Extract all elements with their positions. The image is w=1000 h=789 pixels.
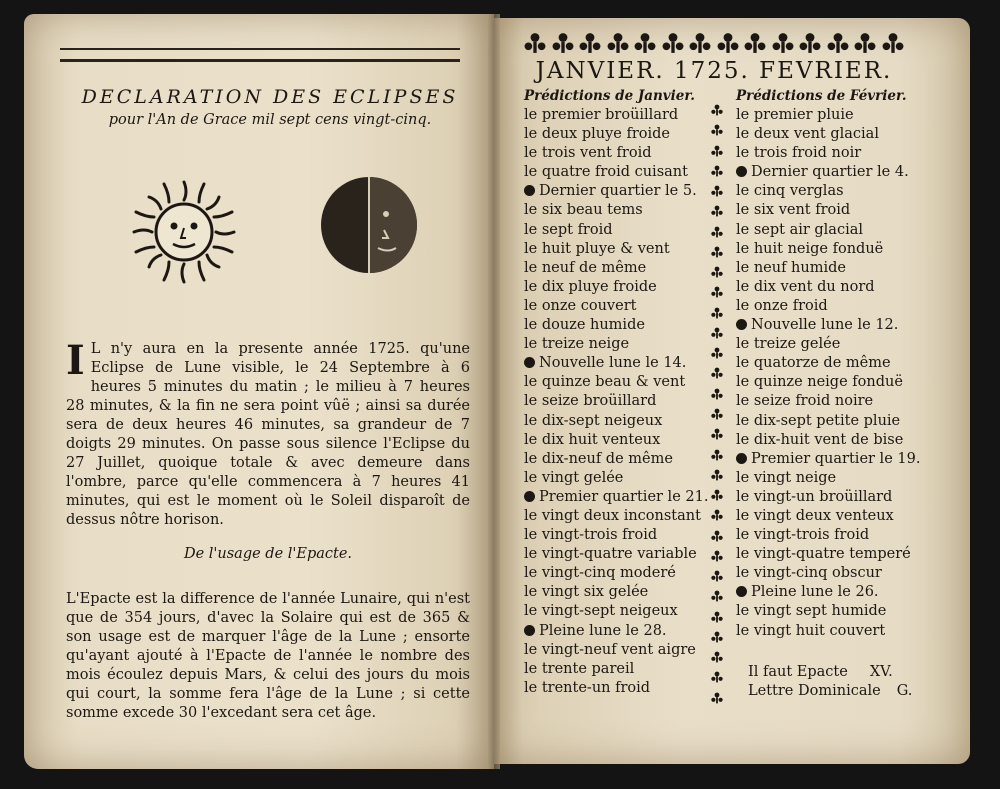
prediction-line [736, 392, 922, 411]
prediction-text: Nouvelle lune le 14. [539, 355, 687, 372]
eclipse-paragraph-text: L n'y aura en la presente année 1725. qu'une Eclipse de Lune visible, le 24 Septembre à 6 heures 5 minutes du matin ; le milieu à 7 heures 28 minutes, & la fin ne sera point vûë ; ainsi sa durée sera de deux heures 46 minutes, sa grandeur de 7 doigts 29 minutes. On passe sous silence l'Eclipse du 27 Juillet, quoique totale & avec demeure dans l'ombre, parce qu'elle commencera à 7 heures 41 minutes, qui est le moment où le Soleil disparoît de dessus nôtre horison. [66, 341, 470, 528]
prediction-line [524, 278, 710, 297]
prediction-text: le treize gelée [736, 336, 841, 353]
fleuron-icon [854, 32, 876, 54]
prediction-text: le deux vent glacial [736, 126, 879, 143]
prediction-text: le huit pluye & vent [524, 240, 670, 257]
prediction-text: le vingt-trois froid [736, 527, 870, 544]
fleuron-icon [711, 631, 723, 643]
fleuron-icon [711, 226, 723, 238]
fleuron-icon [827, 32, 849, 54]
eclipse-declaration-subtitle: pour l'An de Grace mil sept cens vingt-cinq. [108, 112, 432, 128]
prediction-text: le treize neige [524, 336, 630, 353]
fleuron-icon [711, 246, 723, 258]
prediction-line [524, 641, 710, 660]
prediction-line [524, 660, 710, 679]
moon-phase-line [524, 182, 710, 201]
prediction-text: le vingt six gelée [524, 584, 649, 601]
prediction-text: le vingt-quatre variable [524, 546, 697, 563]
prediction-text: le cinq verglas [736, 183, 844, 200]
fleuron-icon [717, 32, 739, 54]
fleuron-icon [711, 611, 723, 623]
prediction-text: le six vent froid [736, 202, 851, 219]
fleuron-icon [711, 145, 723, 157]
fleuron-icon [711, 266, 723, 278]
moon-phase-line [524, 354, 710, 373]
prediction-text: le vingt neige [736, 469, 837, 486]
fleuron-icon [711, 530, 723, 542]
prediction-line [736, 201, 922, 220]
prediction-text: le sept air glacial [736, 221, 863, 238]
fleuron-ornament-band [524, 32, 904, 56]
fleuron-icon [524, 32, 546, 54]
prediction-line [524, 545, 710, 564]
prediction-line [736, 125, 922, 144]
prediction-text: le quinze beau & vent [524, 374, 686, 391]
prediction-text: le quatorze de même [736, 355, 891, 372]
moon-phase-line [524, 488, 710, 507]
prediction-text: le sept froid [524, 221, 613, 238]
prediction-line [524, 450, 710, 469]
header-double-rule [60, 48, 460, 62]
prediction-line [524, 373, 710, 392]
prediction-text: le dix-huit vent de bise [736, 431, 904, 448]
fleuron-icon [711, 104, 723, 116]
fleuron-icon [711, 550, 723, 562]
prediction-line [524, 412, 710, 431]
prediction-line [524, 564, 710, 583]
prediction-line [524, 469, 710, 488]
prediction-text: le vingt-cinq moderé [524, 565, 676, 582]
prediction-text: le vingt-un broüillard [736, 488, 893, 505]
prediction-text: le onze froid [736, 297, 828, 314]
prediction-text: le dix-sept neigeux [524, 412, 663, 429]
fleuron-icon [744, 32, 766, 54]
fleuron-icon [662, 32, 684, 54]
prediction-text: le trois froid noir [736, 145, 862, 162]
prediction-line [524, 297, 710, 316]
prediction-text: Premier quartier le 19. [751, 450, 921, 467]
prediction-text: le vingt-cinq obscur [736, 565, 882, 582]
fleuron-icon [711, 428, 723, 440]
prediction-line [524, 583, 710, 602]
sun-woodcut-icon [124, 172, 244, 292]
moon-phase-icon [524, 625, 535, 636]
moon-phase-line [736, 163, 922, 182]
prediction-text: le dix-sept petite pluie [736, 412, 901, 429]
moon-phase-icon [524, 491, 535, 502]
prediction-text: Dernier quartier le 4. [751, 164, 909, 181]
prediction-text: le trente pareil [524, 660, 635, 677]
prediction-line [524, 144, 710, 163]
moon-phase-line [736, 583, 922, 602]
prediction-text: le premier pluie [736, 107, 854, 123]
prediction-text: le vingt huit couvert [736, 622, 886, 639]
fleuron-icon [711, 671, 723, 683]
prediction-text: le seize froid noire [736, 393, 874, 410]
epacte-section-title: De l'usage de l'Epacte. [183, 546, 353, 562]
prediction-text: le vingt gelée [524, 469, 624, 486]
prediction-text: le onze couvert [524, 297, 637, 314]
moon-phase-icon [524, 185, 535, 196]
prediction-line [524, 221, 710, 240]
prediction-text: le deux pluye froide [524, 126, 670, 143]
prediction-line [524, 679, 710, 698]
prediction-line [524, 201, 710, 220]
fleuron-icon [607, 32, 629, 54]
prediction-line [524, 316, 710, 335]
moon-phase-line [524, 622, 710, 641]
fleuron-icon [711, 489, 723, 501]
prediction-text: le trois vent froid [524, 145, 652, 162]
prediction-line [524, 125, 710, 144]
prediction-text: le premier broüillard [524, 107, 679, 123]
prediction-line [736, 545, 922, 564]
eclipse-declaration-title: DECLARATION DES ECLIPSES [81, 86, 459, 108]
prediction-line [736, 144, 922, 163]
prediction-text: le vingt-sept neigeux [524, 603, 678, 620]
prediction-text: le vingt-trois froid [524, 527, 658, 544]
moon-phase-line [736, 316, 922, 335]
prediction-text: le vingt deux venteux [736, 507, 894, 524]
prediction-text: le trente-un froid [524, 679, 651, 696]
moon-phase-icon [524, 357, 535, 368]
fleuron-icon [711, 692, 723, 704]
fleuron-icon [711, 449, 723, 461]
january-predictions-header: Prédictions de Janvier. [524, 88, 695, 104]
book-gutter [488, 14, 500, 769]
prediction-line [736, 507, 922, 526]
prediction-text: Dernier quartier le 5. [539, 183, 697, 200]
dominical-letter-value: G. [896, 683, 913, 699]
dominical-letter-line [748, 683, 912, 699]
prediction-line [736, 335, 922, 354]
prediction-text: Pleine lune le 26. [751, 584, 879, 601]
prediction-line [736, 354, 922, 373]
prediction-text: le vingt-quatre temperé [736, 546, 911, 563]
fleuron-icon [711, 165, 723, 177]
prediction-text: le dix pluye froide [524, 278, 657, 295]
moon-phase-icon [736, 319, 747, 330]
prediction-line [736, 564, 922, 583]
moon-phase-icon [736, 453, 747, 464]
prediction-text: le quinze neige fonduë [736, 374, 903, 391]
prediction-text: le seize broüillard [524, 393, 657, 410]
fleuron-icon [772, 32, 794, 54]
prediction-line [736, 602, 922, 621]
prediction-line [524, 240, 710, 259]
prediction-text: le neuf de même [524, 259, 647, 276]
prediction-line [524, 526, 710, 545]
fleuron-icon [711, 388, 723, 400]
january-predictions-column [524, 88, 710, 698]
dominical-letter-label: Lettre Dominicale [748, 683, 881, 699]
prediction-line [524, 259, 710, 278]
prediction-line [736, 431, 922, 450]
prediction-line [524, 431, 710, 450]
eclipse-paragraph [66, 337, 470, 530]
prediction-line [736, 240, 922, 259]
drop-cap-letter: I [66, 337, 85, 384]
fleuron-icon [711, 651, 723, 663]
february-predictions-header: Prédictions de Février. [736, 88, 907, 104]
fleuron-icon [711, 347, 723, 359]
fleuron-icon [711, 205, 723, 217]
prediction-line [524, 602, 710, 621]
prediction-text: Nouvelle lune le 12. [751, 317, 899, 334]
prediction-line [736, 373, 922, 392]
prediction-text: le huit neige fonduë [736, 240, 884, 257]
prediction-line [524, 106, 710, 125]
fleuron-icon [552, 32, 574, 54]
epacte-label: Il faut Epacte [748, 664, 848, 680]
prediction-text: Pleine lune le 28. [539, 622, 667, 639]
moon-phase-icon [736, 166, 747, 177]
prediction-text: Premier quartier le 21. [539, 488, 709, 505]
prediction-text: le dix-neuf de même [524, 450, 673, 467]
prediction-text: le dix vent du nord [736, 278, 875, 295]
prediction-text: le vingt deux inconstant [524, 507, 701, 524]
fleuron-icon [711, 469, 723, 481]
february-predictions-column [736, 88, 922, 641]
months-heading: JANVIER. 1725. FEVRIER. [535, 58, 893, 84]
prediction-line [736, 526, 922, 545]
fleuron-icon [711, 367, 723, 379]
prediction-line [736, 259, 922, 278]
prediction-line [736, 297, 922, 316]
fleuron-icon [711, 185, 723, 197]
prediction-line [736, 412, 922, 431]
prediction-line [524, 335, 710, 354]
epacte-value: XV. [869, 664, 893, 680]
prediction-line [736, 221, 922, 240]
fleuron-icon [711, 570, 723, 582]
eclipsed-moon-woodcut-icon [316, 172, 422, 278]
fleuron-icon [634, 32, 656, 54]
fleuron-icon [711, 509, 723, 521]
prediction-line [736, 106, 922, 125]
fleuron-icon [711, 286, 723, 298]
prediction-text: le neuf humide [736, 259, 846, 276]
fleuron-icon [799, 32, 821, 54]
fleuron-icon [689, 32, 711, 54]
fleuron-icon [711, 124, 723, 136]
prediction-text: le quatre froid cuisant [524, 164, 688, 181]
prediction-line [736, 622, 922, 641]
fleuron-icon [579, 32, 601, 54]
prediction-text: le douze humide [524, 317, 645, 334]
prediction-line [524, 392, 710, 411]
prediction-line [524, 507, 710, 526]
prediction-text: le six beau tems [524, 202, 643, 219]
fleuron-icon [711, 307, 723, 319]
fleuron-icon [711, 408, 723, 420]
prediction-line [736, 469, 922, 488]
moon-phase-icon [736, 586, 747, 597]
prediction-line [736, 488, 922, 507]
prediction-text: le vingt sept humide [736, 603, 887, 620]
prediction-text: le vingt-neuf vent aigre [524, 641, 696, 658]
fleuron-icon [711, 327, 723, 339]
prediction-line [736, 182, 922, 201]
prediction-line [736, 278, 922, 297]
prediction-line [524, 163, 710, 182]
vertical-ornament-separator [708, 104, 726, 704]
moon-phase-line [736, 450, 922, 469]
fleuron-icon [882, 32, 904, 54]
epacte-line [748, 664, 893, 680]
fleuron-icon [711, 590, 723, 602]
epacte-paragraph: L'Epacte est la difference de l'année Lunaire, qui n'est que de 354 jours, d'avec la Solaire qui est de 365 & son usage est de marquer l'âge de la Lune ; ensorte qu'ayant ajouté à l'Epacte de l'année le nombre des mois écoulez depuis Mars, & celui des jours du mois qui court, la somme fera l'âge de la Lune ; si cette somme excede 30 l'excedant sera cet âge. [66, 591, 470, 721]
prediction-text: le dix huit venteux [524, 431, 661, 448]
